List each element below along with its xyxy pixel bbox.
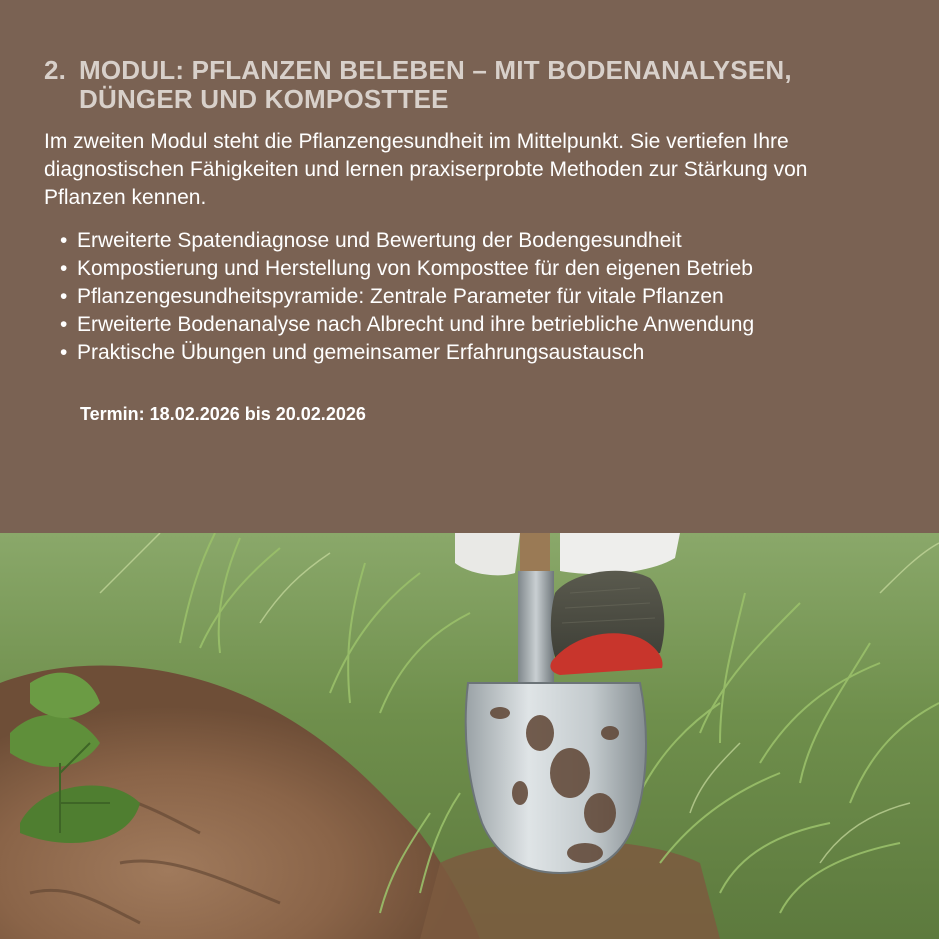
module-number: 2. — [44, 55, 67, 85]
bullet-icon: • — [60, 285, 68, 308]
list-item — [60, 283, 754, 311]
termin-date: Termin: 18.02.2026 bis 20.02.2026 — [80, 404, 366, 424]
intro-line: Pflanzen kennen. — [44, 186, 207, 209]
list-item-text: Praktische Übungen und gemeinsamer Erfahrungsaustausch — [77, 341, 645, 364]
spade-shaft — [518, 571, 554, 691]
module-title-line-2: DÜNGER UND KOMPOSTTEE — [79, 84, 449, 114]
list-item-text: Erweiterte Spatendiagnose und Bewertung der Bodengesundheit — [77, 229, 682, 252]
list-item — [60, 311, 754, 339]
intro-line: Im zweiten Modul steht die Pflanzengesundheit im Mittelpunkt. Sie vertiefen Ihre — [44, 130, 789, 153]
list-item-text: Kompostierung und Herstellung von Komposttee für den eigenen Betrieb — [77, 257, 753, 280]
bullet-icon: • — [60, 229, 68, 252]
bullet-icon: • — [60, 257, 68, 280]
spade-handle — [520, 533, 550, 573]
list-item — [60, 227, 754, 255]
intro-line: diagnostischen Fähigkeiten und lernen praxiserprobte Methoden zur Stärkung von — [44, 158, 808, 181]
spade-in-soil-photo — [0, 533, 939, 939]
bullet-icon: • — [60, 341, 68, 364]
list-item-text: Erweiterte Bodenanalyse nach Albrecht und ihre betriebliche Anwendung — [77, 313, 755, 336]
list-item — [60, 339, 754, 367]
topic-list — [60, 227, 754, 367]
module-title-line-1: MODUL: PFLANZEN BELEBEN – MIT BODENANALYSEN, — [79, 55, 792, 85]
photo-illustration — [0, 533, 939, 939]
intro-paragraph — [44, 128, 904, 212]
list-item-text: Pflanzengesundheitspyramide: Zentrale Parameter für vitale Pflanzen — [77, 285, 724, 308]
list-item — [60, 255, 754, 283]
bullet-icon: • — [60, 313, 68, 336]
